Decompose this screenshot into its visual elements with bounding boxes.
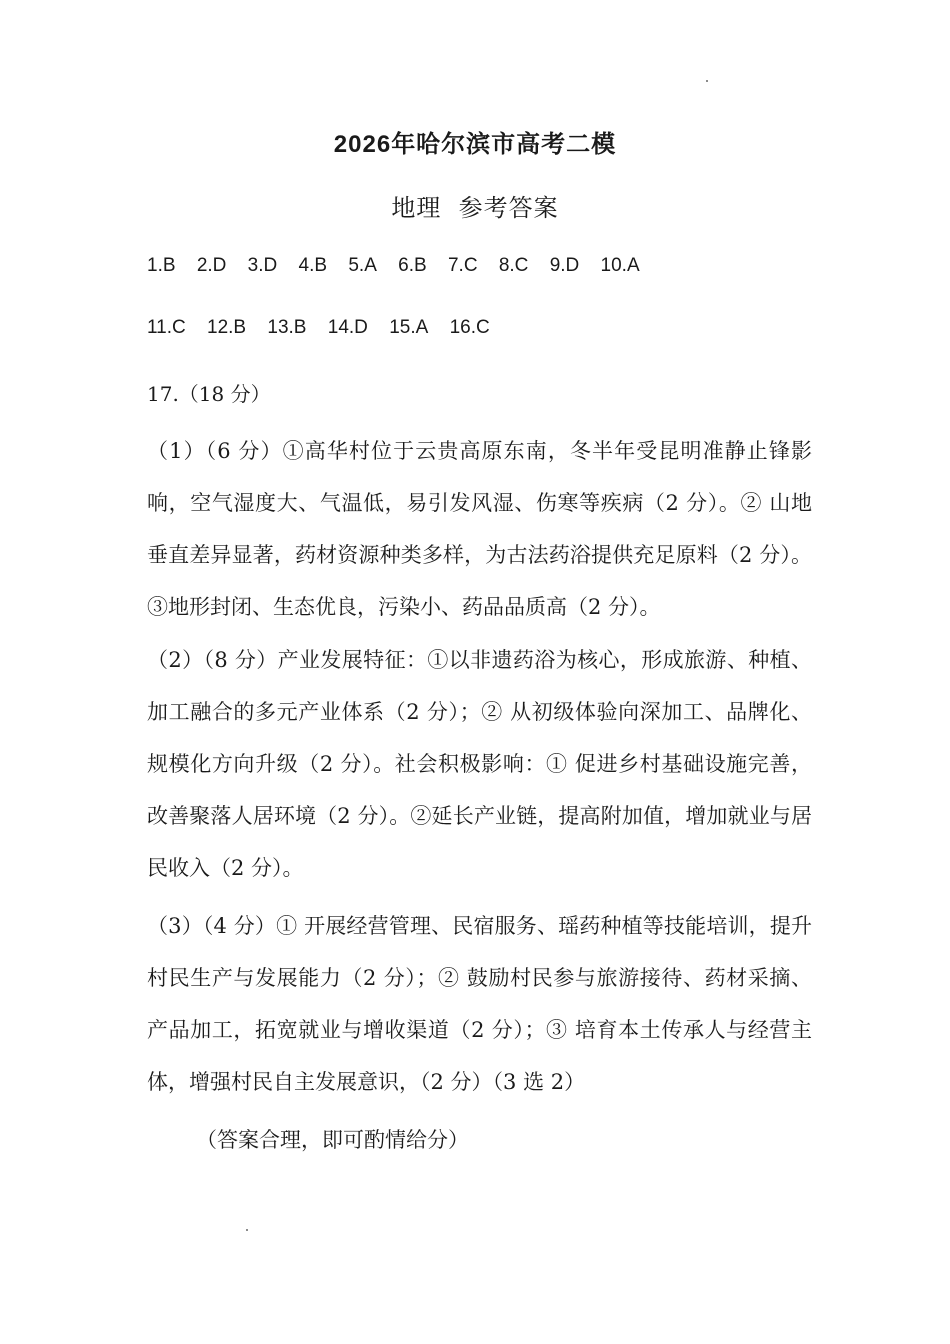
answer-item: 7.C	[447, 255, 478, 276]
answer-part-1: （1）（6 分）①高华村位于云贵高原东南，冬半年受昆明准静止锋影响，空气湿度大、气温低，易引发风湿、伤寒等疾病（2 分）。② 山地垂直差异显著，药材资源种类多样，为古法药浴提供充足原料（2 分）。③地形封闭、生态优良，污染小、药品品质高（2 分）。	[147, 439, 812, 619]
answer-item: 11.C	[147, 317, 186, 338]
answer-item: 2.D	[196, 255, 227, 276]
title-year: 2026	[333, 131, 392, 158]
answers-row-2	[147, 317, 506, 339]
answer-item: 12.B	[207, 317, 247, 338]
answer-item: 14.D	[327, 317, 368, 338]
speck-top	[706, 80, 708, 82]
answers-row-1	[147, 255, 656, 277]
answer-item: 10.A	[600, 255, 640, 276]
answer-item: 9.D	[549, 255, 580, 276]
answer-item: 4.B	[298, 255, 328, 276]
answer-item: 5.A	[348, 255, 377, 276]
answer-item: 3.D	[247, 255, 278, 276]
grading-note: （答案合理，即可酌情给分）	[196, 1128, 469, 1152]
speck-bottom	[246, 1229, 248, 1231]
answer-item: 15.A	[389, 317, 429, 338]
answer-item: 8.C	[498, 255, 529, 276]
question-17-heading: 17.（18 分）	[147, 382, 271, 406]
page-subtitle: 地理 参考答案	[391, 194, 559, 222]
title-text: 年哈尔滨市高考二模	[391, 129, 617, 158]
answer-item: 13.B	[267, 317, 307, 338]
page-title	[0, 124, 950, 159]
answer-part-2: （2）（8 分）产业发展特征：①以非遗药浴为核心，形成旅游、种植、加工融合的多元产业体系（2 分）；② 从初级体验向深加工、品牌化、规模化方向升级（2 分）。社会积极影响：① 促进乡村基础设施完善，改善聚落人居环境（2 分）。②延长产业链，提高附加值，增加就业与居民收入（2 分）。	[147, 648, 812, 880]
answer-part-3: （3）（4 分）① 开展经营管理、民宿服务、瑶药种植等技能培训，提升村民生产与发展能力（2 分）；② 鼓励村民参与旅游接待、药材采摘、产品加工，拓宽就业与增收渠道（2 分）；③ 培育本土传承人与经营主体，增强村民自主发展意识，（2 分）（3 选 2）	[147, 914, 812, 1094]
answer-item: 16.C	[449, 317, 490, 338]
answer-item: 6.B	[398, 255, 427, 276]
answer-item: 1.B	[147, 255, 176, 276]
